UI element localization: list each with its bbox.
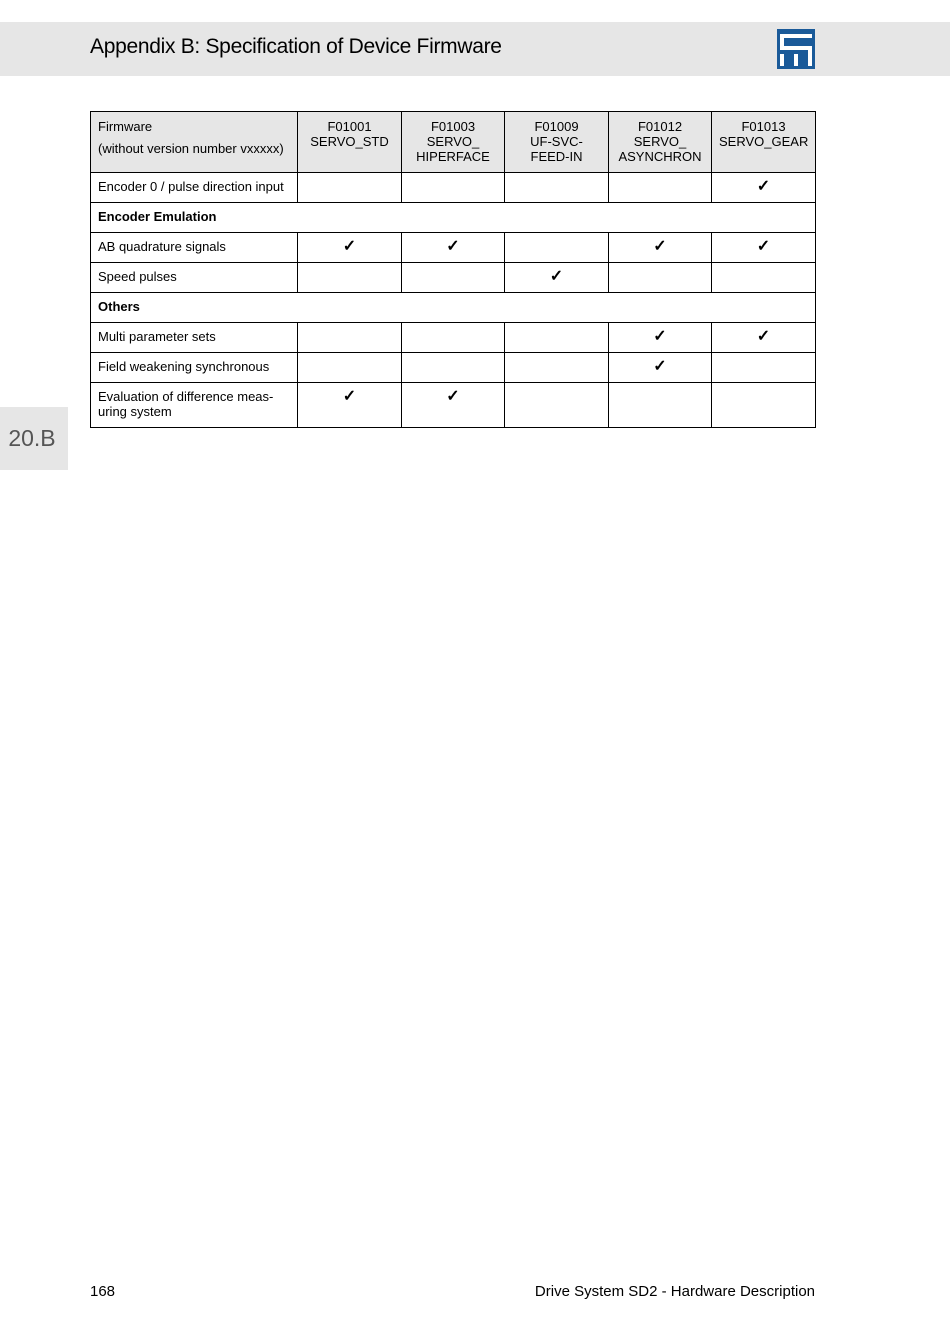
page-title: Appendix B: Specification of Device Firmware <box>90 35 502 58</box>
firmware-column-label: SERVO_STD <box>310 134 389 149</box>
empty-cell <box>298 353 402 383</box>
firmware-column-label: F01003 <box>430 119 476 134</box>
checkmark-icon: ✓ <box>446 388 460 405</box>
firmware-column-label: F01012 <box>637 119 683 134</box>
firmware-column-label: F01001 <box>327 119 372 134</box>
firmware-column-header <box>505 112 609 173</box>
section-label: Encoder Emulation <box>91 203 816 233</box>
firmware-column-label: FEED-IN <box>530 149 583 164</box>
table-section-row <box>91 203 816 233</box>
checkmark-icon: ✓ <box>756 178 771 195</box>
firmware-column-label: SERVO_ <box>426 134 480 149</box>
firmware-column-header <box>298 112 402 173</box>
empty-cell <box>609 173 712 203</box>
firmware-column-label: ASYNCHRON <box>618 149 702 164</box>
checkmark-icon: ✓ <box>756 328 771 345</box>
checkmark-cell <box>402 233 505 263</box>
checkmark-icon: ✓ <box>342 238 357 255</box>
feature-label: Evaluation of difference meas- uring system <box>91 383 298 428</box>
checkmark-icon: ✓ <box>653 238 667 255</box>
table-row <box>91 233 816 263</box>
checkmark-cell <box>609 353 712 383</box>
firmware-column-header <box>91 112 298 173</box>
firmware-column-label: SERVO_GEAR <box>719 134 809 149</box>
checkmark-icon: ✓ <box>756 238 771 255</box>
checkmark-icon: ✓ <box>549 268 564 285</box>
firmware-column-label: UF-SVC- <box>530 134 583 149</box>
checkmark-icon: ✓ <box>342 388 357 405</box>
empty-cell <box>505 353 609 383</box>
firmware-note: (without version number vxxxxx) <box>98 141 284 156</box>
document-title: Drive System SD2 - Hardware Description <box>534 1283 815 1300</box>
empty-cell <box>609 383 712 428</box>
checkmark-cell <box>712 323 816 353</box>
firmware-column-label: F01013 <box>741 119 786 134</box>
firmware-label: Firmware <box>98 119 153 134</box>
chapter-tab: 20.B <box>0 407 68 470</box>
checkmark-cell <box>298 383 402 428</box>
table-row <box>91 173 816 203</box>
checkmark-cell <box>712 233 816 263</box>
empty-cell <box>402 353 505 383</box>
checkmark-cell <box>402 383 505 428</box>
empty-cell <box>505 173 609 203</box>
empty-cell <box>298 263 402 293</box>
firmware-column-header <box>712 112 816 173</box>
empty-cell <box>712 353 816 383</box>
empty-cell <box>402 173 505 203</box>
empty-cell <box>609 263 712 293</box>
table-row <box>91 323 816 353</box>
empty-cell <box>298 173 402 203</box>
checkmark-icon: ✓ <box>446 238 460 255</box>
checkmark-icon: ✓ <box>653 358 667 375</box>
table-header-row <box>91 112 816 173</box>
checkmark-cell <box>298 233 402 263</box>
checkmark-cell <box>505 263 609 293</box>
page-number: 168 <box>90 1283 116 1300</box>
firmware-column-label: SERVO_ <box>633 134 687 149</box>
company-logo <box>777 29 815 69</box>
empty-cell <box>712 383 816 428</box>
section-label: Others <box>91 293 816 323</box>
feature-label: Speed pulses <box>91 263 298 293</box>
empty-cell <box>505 233 609 263</box>
firmware-column-label: F01009 <box>534 119 579 134</box>
checkmark-icon: ✓ <box>653 328 667 345</box>
feature-label: Multi parameter sets <box>91 323 298 353</box>
table-row <box>91 353 816 383</box>
firmware-column-header <box>402 112 505 173</box>
checkmark-cell <box>609 233 712 263</box>
firmware-column-header <box>609 112 712 173</box>
table-row <box>91 383 816 428</box>
table-row <box>91 263 816 293</box>
empty-cell <box>298 323 402 353</box>
empty-cell <box>402 323 505 353</box>
feature-label: Field weakening synchronous <box>91 353 298 383</box>
empty-cell <box>505 383 609 428</box>
firmware-column-label: HIPERFACE <box>416 149 490 164</box>
empty-cell <box>712 263 816 293</box>
checkmark-cell <box>712 173 816 203</box>
checkmark-cell <box>609 323 712 353</box>
empty-cell <box>402 263 505 293</box>
table-section-row <box>91 293 816 323</box>
feature-label: AB quadrature signals <box>91 233 298 263</box>
feature-label: Encoder 0 / pulse direction input <box>91 173 298 203</box>
empty-cell <box>505 323 609 353</box>
firmware-spec-table <box>90 111 816 428</box>
